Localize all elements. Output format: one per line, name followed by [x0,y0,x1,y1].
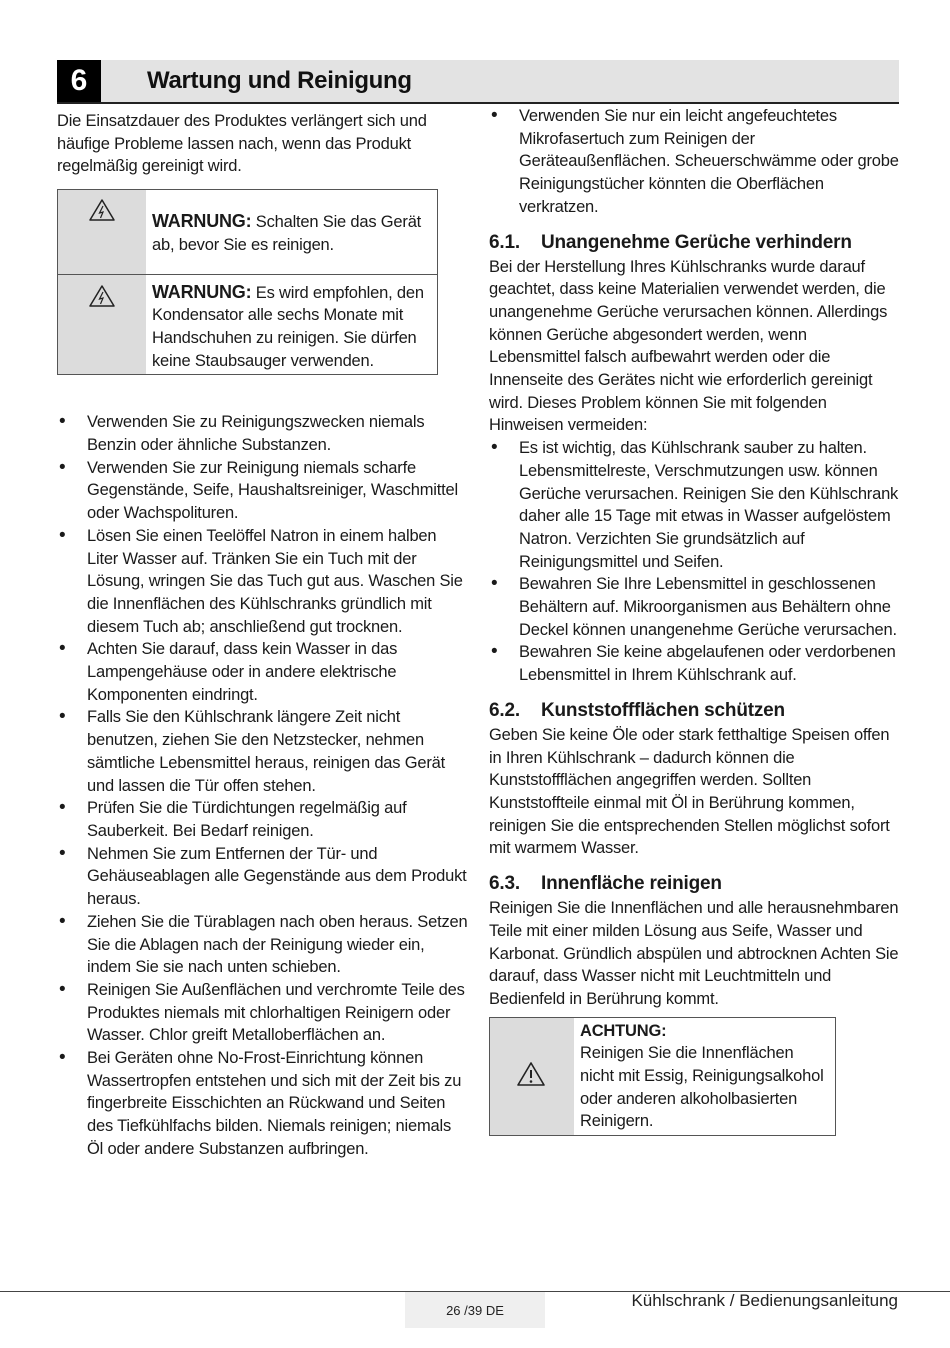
list-item: • Bewahren Sie Ihre Lebensmittel in geschlossenen Behältern auf. Mikroorganismen aus Behältern ohne Deckel können unangenehme Gerüche verursachen. [489,573,901,641]
section-heading [489,230,901,256]
warning-row [58,190,437,273]
warning-triangle-icon [88,284,116,308]
section-plastic [489,698,901,860]
list-item: • Verwenden Sie nur ein leicht angefeuchtetes Mikrofasertuch zum Reinigen der Geräteaußenflächen. Scheuerschwämme oder grobe Reinigungstücher könnten die Oberflächen verkratzen. [489,105,901,219]
warning-row [58,274,437,375]
section-odors [489,230,901,687]
list-item: • Nehmen Sie zum Entfernen der Tür- und Gehäuseablagen alle Gegenstände aus dem Produkt heraus. [57,843,469,911]
list-item: • Prüfen Sie die Türdichtungen regelmäßig auf Sauberkeit. Bei Bedarf reinigen. [57,797,469,842]
warning-text [146,275,437,375]
warning-icon-cell [58,275,146,375]
warning-icon-cell [58,190,146,273]
section-title: Kunststoffflächen schützen [541,699,785,721]
document-title: Kühlschrank / Bedienungsanleitung [631,1291,898,1310]
section-heading [489,698,901,724]
warning-triangle-icon [516,1061,546,1087]
section-paragraph: Bei der Herstellung Ihres Kühlschranks wurde darauf geachtet, dass keine Materialien verwendet werden, die unangenehme Gerüche verursachen können. Allerdings können Gerüche abgesondert werden, wenn Lebensmittel falsch aufbewahrt werden oder die Innenseite des Gerätes nicht wie erforderlich gereinigt wird. Dieses Problem können Sie mit folgenden Hinweisen vermeiden: [489,257,888,435]
list-item: • Verwenden Sie zur Reinigung niemals scharfe Gegenstände, Seife, Haushaltsreiniger, Waschmittel oder Wachspolituren. [57,457,469,525]
warning-body: Es wird empfohlen, den Kondensator alle sechs Monate mit Handschuhen zu reinigen. Sie dürfen keine Staubsauger verwenden. [152,283,424,370]
section-number: 6.3. [489,873,520,895]
list-item: • Bei Geräten ohne No-Frost-Einrichtung können Wassertropfen entstehen und sich mit der Zeit bis zu fingerbreite Eisschichten an Rückwand und Seiten des Tiefkühlfachs bilden. Niemals reinigen; niemals Öl oder andere Substanzen aufbringen. [57,1047,469,1161]
warning-body: Schalten Sie das Gerät ab, bevor Sie es reinigen. [152,213,422,254]
list-item: • Ziehen Sie die Türablagen nach oben heraus. Setzen Sie die Ablagen nach der Reinigung wieder ein, indem Sie sie nach unten schieben. [57,911,469,979]
caution-text [574,1018,835,1136]
caution-body: Reinigen Sie die Innenflächen nicht mit Essig, Reinigungsalkohol oder anderen alkoholbasierten Reinigern. [580,1044,824,1131]
list-item: • Falls Sie den Kühlschrank längere Zeit nicht benutzen, ziehen Sie den Netzstecker, nehmen sämtliche Lebensmittel heraus, reinigen das Gerät und lassen die Tür offen stehen. [57,706,469,797]
cleaning-instructions-list [57,411,469,1160]
chapter-header [57,60,899,104]
list-item: • Achten Sie darauf, dass kein Wasser in das Lampengehäuse oder in andere elektrische Komponenten eindringt. [57,638,469,706]
list-item: • Bewahren Sie keine abgelaufenen oder verdorbenen Lebensmittel in Ihrem Kühlschrank auf. [489,641,901,686]
warning-label: WARNUNG: [152,281,252,302]
section-paragraph: Reinigen Sie die Innenflächen und alle herausnehmbaren Teile mit einer milden Lösung aus Seife, Wasser und Karbonat. Gründlich abspülen und abtrocknen Achten Sie darauf, dass Wasser nicht mit Leuchtmitteln und Bedienfeld in Berührung kommt. [489,899,899,1008]
section-interior [489,871,901,1011]
section-number: 6.2. [489,699,520,721]
caution-icon-cell [490,1018,574,1136]
section-title: Unangenehme Gerüche verhindern [541,231,852,253]
odor-tips-list [489,437,901,687]
exterior-cleaning-list [489,105,901,219]
list-item: • Es ist wichtig, das Kühlschrank sauber zu halten. Lebensmittelreste, Verschmutzungen usw. können Gerüche verursachen. Reinigen Sie den Kühlschrank daher alle 15 Tage mit etwas in Wasser aufgelöstem Natron. Verzichten Sie grundsätzlich auf Reinigungsmittel und Seifen. [489,437,901,573]
section-number: 6.1. [489,231,520,253]
page-number: 26 /39 DE [405,1292,545,1328]
warning-table [57,189,438,375]
warning-label: WARNUNG: [152,211,252,232]
chapter-title: Wartung und Reinigung [147,67,412,94]
right-column [489,105,901,1136]
caution-label: ACHTUNG: [580,1021,667,1040]
left-column [57,110,469,1161]
list-item: • Reinigen Sie Außenflächen und verchromte Teile des Produktes niemals mit chlorhaltigen Reinigern oder Wasser. Chlor greift Metalloberflächen an. [57,979,469,1047]
caution-box [489,1017,836,1137]
chapter-number: 6 [57,60,101,102]
section-paragraph: Geben Sie keine Öle oder stark fetthaltige Speisen offen in Ihren Kühlschrank – dadurch können die Kunststoffflächen angegriffen werden. Sollten Kunststoffteile einmal mit Öl in Berührung kommen, reinigen Sie die entsprechenden Stellen möglichst sofort mit warmem Wasser. [489,725,890,858]
intro-paragraph: Die Einsatzdauer des Produktes verlängert sich und häufige Probleme lassen nach, wenn das Produkt regelmäßig gereinigt wird. [57,112,427,176]
section-title: Innenfläche reinigen [541,873,722,895]
warning-text [146,190,437,273]
list-item: • Lösen Sie einen Teelöffel Natron in einem halben Liter Wasser auf. Tränken Sie ein Tuch mit der Lösung, wringen Sie das Tuch gut aus. Waschen Sie die Innenflächen des Kühlschranks gründlich mit diesem Tuch ab; anschließend gut trocknen. [57,525,469,639]
list-item: • Verwenden Sie zu Reinigungszwecken niemals Benzin oder ähnliche Substanzen. [57,411,469,456]
section-heading [489,871,901,897]
warning-triangle-icon [88,198,116,222]
